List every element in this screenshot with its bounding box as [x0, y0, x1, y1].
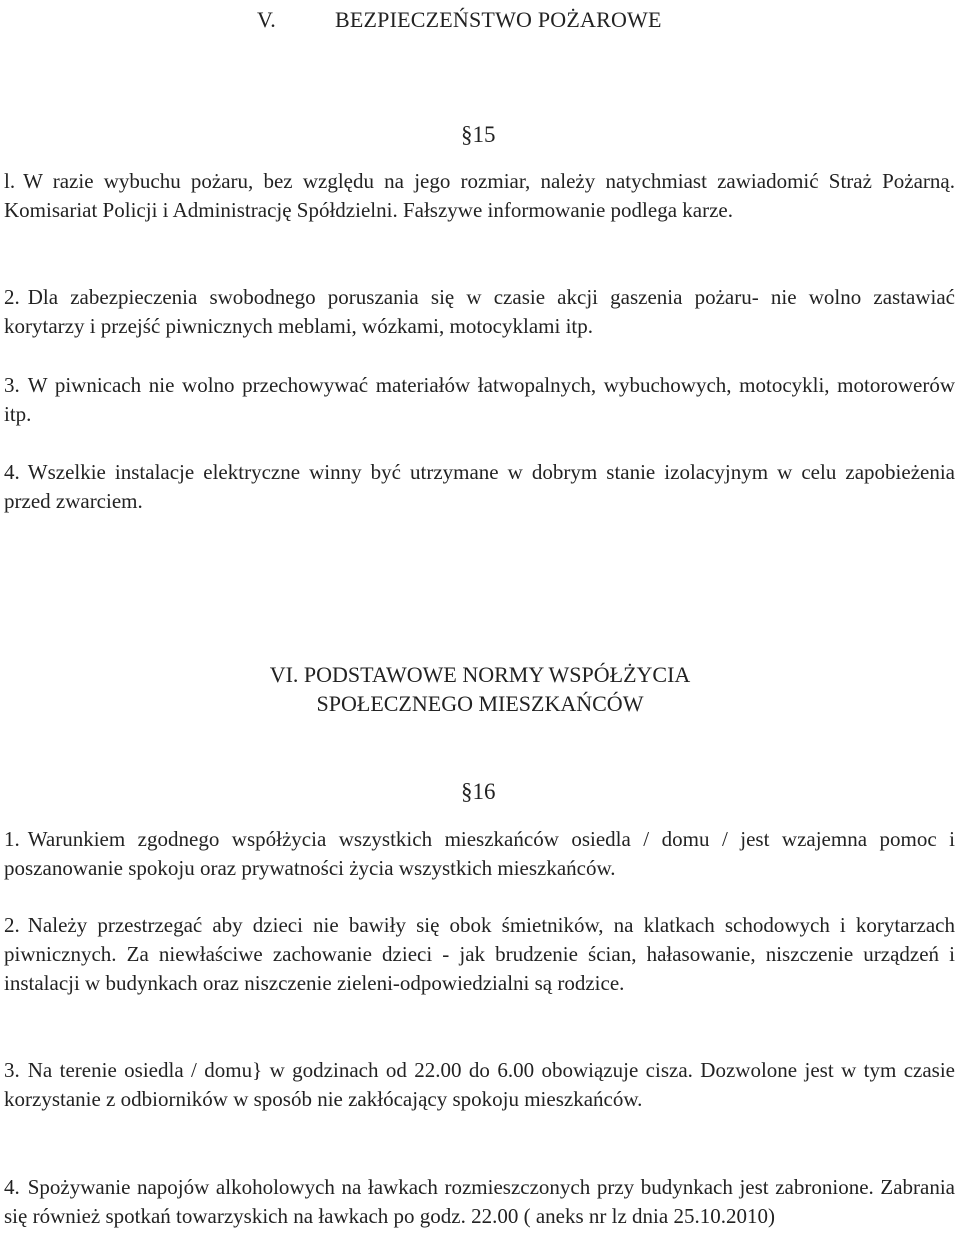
item-number: 2. — [4, 285, 20, 309]
item-text: Należy przestrzegać aby dzieci nie bawiły się obok śmietników, na klatkach schodowych i korytarzach piwnicznych. Za niewłaściwe zachowanie dzieci - jak brudzenie ścian, hałasowanie, niszczenie urządzeń i instalacji w budynkach oraz niszczenie zieleni-odpowiedzialni są rodzice. — [4, 913, 955, 995]
item-number: 2. — [4, 913, 20, 937]
item-number: 1. — [4, 827, 20, 851]
section-5-item-4 — [4, 458, 955, 516]
section-5-item-3 — [4, 371, 955, 429]
item-number: l. — [4, 169, 16, 193]
section-6-item-1 — [4, 825, 955, 883]
item-text: Spożywanie napojów alkoholowych na ławkach rozmieszczonych przy budynkach jest zabronione. Zabrania się również spotkań towarzyskich na ławkach po godz. 22.00 ( aneks nr lz dnia 25.10.2010) — [4, 1175, 955, 1228]
paragraph-sign-16: §16 — [461, 779, 496, 804]
item-text: W razie wybuchu pożaru, bez względu na jego rozmiar, należy natychmiast zawiadomić Straż Pożarną. Komisariat Policji i Administrację Spółdzielni. Fałszywe informowanie podlega karze. — [4, 169, 955, 222]
section-5-item-1 — [4, 167, 955, 225]
section-6-item-2 — [4, 911, 955, 998]
section-6-heading-line-1: VI. PODSTAWOWE NORMY WSPÓŁŻYCIA — [269, 662, 691, 687]
section-6-item-4 — [4, 1173, 955, 1231]
item-number: 3. — [4, 1058, 20, 1082]
section-5-number: V. — [257, 7, 276, 32]
item-number: 3. — [4, 373, 20, 397]
paragraph-sign-15: §15 — [461, 122, 496, 147]
item-number: 4. — [4, 1175, 20, 1199]
section-6-item-3 — [4, 1056, 955, 1114]
item-text: Na terenie osiedla / domu} w godzinach od 22.00 do 6.00 obowiązuje cisza. Dozwolone jest w tym czasie korzystanie z odbiorników w sposób nie zakłócający spokoju mieszkańców. — [4, 1058, 955, 1111]
item-text: W piwnicach nie wolno przechowywać materiałów łatwopalnych, wybuchowych, motocykli, motorowerów itp. — [4, 373, 955, 426]
section-5-heading — [257, 5, 662, 34]
item-number: 4. — [4, 460, 20, 484]
section-5-item-2 — [4, 283, 955, 341]
section-6-heading-line-2: SPOŁECZNEGO MIESZKAŃCÓW — [316, 691, 644, 716]
item-text: Wszelkie instalacje elektryczne winny być utrzymane w dobrym stanie izolacyjnym w celu zapobieżenia przed zwarciem. — [4, 460, 955, 513]
item-text: Warunkiem zgodnego współżycia wszystkich mieszkańców osiedla / domu / jest wzajemna pomoc i poszanowanie spokoju oraz prywatności życia wszystkich mieszkańców. — [4, 827, 955, 880]
item-text: Dla zabezpieczenia swobodnego poruszania się w czasie akcji gaszenia pożaru- nie wolno zastawiać korytarzy i przejść piwnicznych meblami, wózkami, motocyklami itp. — [4, 285, 955, 338]
section-5-title: BEZPIECZEŃSTWO POŻAROWE — [335, 7, 662, 32]
